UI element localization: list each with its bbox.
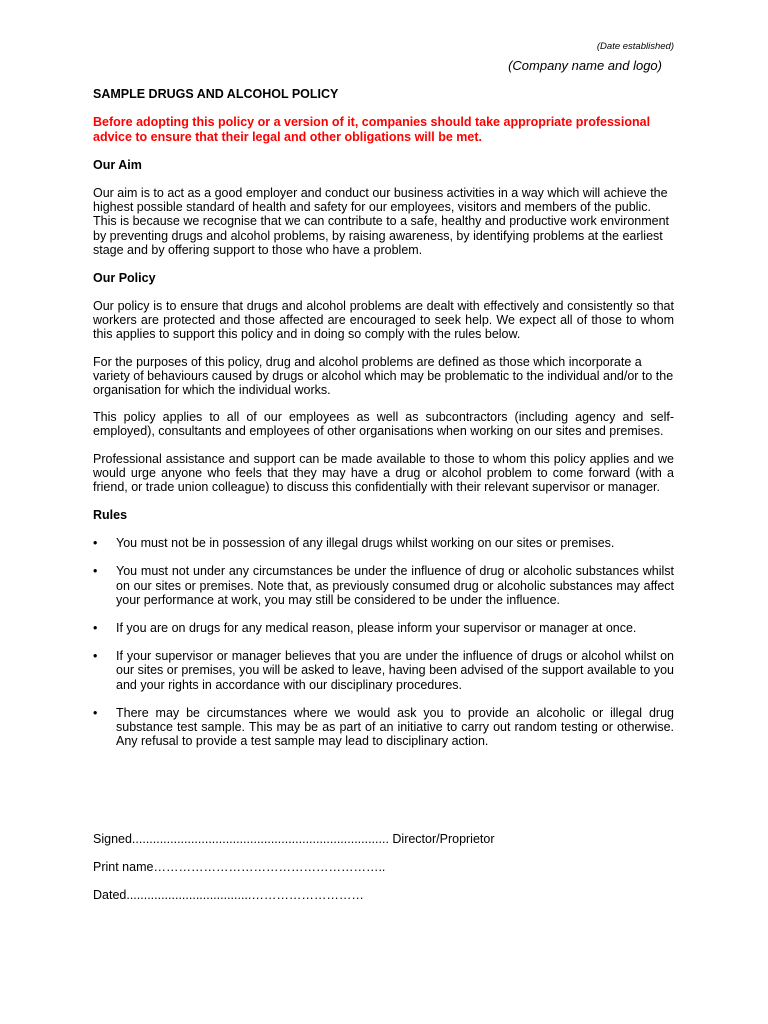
rule-item xyxy=(93,564,674,607)
document-title: SAMPLE DRUGS AND ALCOHOL POLICY xyxy=(93,87,339,101)
legal-advice-warning: Before adopting this policy or a version of it, companies should take appropriate professional advice to ensure that their legal and other obligations will be met. xyxy=(93,115,651,144)
policy-paragraph-3: This policy applies to all of our employees as well as subcontractors (including agency and self-employed), consultants and employees of other organisations when working on our sites and premises. xyxy=(93,410,674,439)
rule-text: If you are on drugs for any medical reason, please inform your supervisor or manager at once. xyxy=(116,621,637,636)
bullet-icon: • xyxy=(93,705,98,720)
rule-item xyxy=(93,536,674,550)
print-name-line: Print name……………………………………………….. xyxy=(93,860,386,874)
aim-paragraph: Our aim is to act as a good employer and conduct our business activities in a way which will achieve the highest possible standard of health and safety for our employees, visitors and members of the public. This is because we recognise that we can contribute to a safe, healthy and productive work environment by preventing drugs and alcohol problems, by raising awareness, by identifying problems at the earliest stage and by offering support to those who have a problem. xyxy=(93,186,670,257)
bullet-icon: • xyxy=(93,536,98,551)
rule-item xyxy=(93,706,674,749)
aim-heading: Our Aim xyxy=(93,158,142,172)
company-name-logo-label: (Company name and logo) xyxy=(508,58,662,73)
policy-paragraph-4: Professional assistance and support can be made available to those to whom this policy applies and we would urge anyone who feels that they may have a drug or alcohol problem to come forward (with a friend, or trade union colleague) to discuss this confidentially with their relevant supervisor or manager. xyxy=(93,451,674,495)
signed-line: Signed.......................................................................... Director/Proprietor xyxy=(93,832,495,846)
date-established-label: (Date established) xyxy=(596,41,674,52)
bullet-icon: • xyxy=(93,649,98,664)
rules-list xyxy=(93,536,674,748)
rule-item xyxy=(93,621,674,635)
bullet-icon: • xyxy=(93,621,98,636)
document-body xyxy=(93,87,674,762)
rule-item xyxy=(93,649,674,692)
policy-heading: Our Policy xyxy=(93,271,156,286)
rule-text: If your supervisor or manager believes that you are under the influence of drugs or alcohol whilst on our sites or premises, you will be asked to leave, having been advised of the support available to you and your rights in accordance with our disciplinary procedures. xyxy=(116,649,674,692)
rules-heading: Rules xyxy=(93,508,128,523)
policy-paragraph-2: For the purposes of this policy, drug and alcohol problems are defined as those which incorporate a variety of behaviours caused by drugs or alcohol which may be problematic to the individual and/or to the organisation for which the individual works. xyxy=(93,354,674,398)
dated-line: Dated....................................……………………… xyxy=(93,888,364,902)
policy-paragraph-1: Our policy is to ensure that drugs and alcohol problems are dealt with effectively and consistently so that workers are protected and those affected are encouraged to seek help. We expect all of those to whom this applies to support this policy and in doing so comply with the rules below. xyxy=(93,299,674,342)
rule-text: There may be circumstances where we would ask you to provide an alcoholic or illegal drug substance test sample. This may be as part of an initiative to carry out random testing or otherwise. Any refusal to provide a test sample may lead to disciplinary action. xyxy=(116,705,674,749)
rule-text: You must not be in possession of any illegal drugs whilst working on our sites or premises. xyxy=(116,536,615,551)
bullet-icon: • xyxy=(93,564,98,579)
rule-text: You must not under any circumstances be under the influence of drug or alcoholic substances whilst on our sites or premises. Note that, as previously consumed drug or alcoholic substances may affect your performance at work, you may still be considered to be under the influence. xyxy=(116,564,674,607)
